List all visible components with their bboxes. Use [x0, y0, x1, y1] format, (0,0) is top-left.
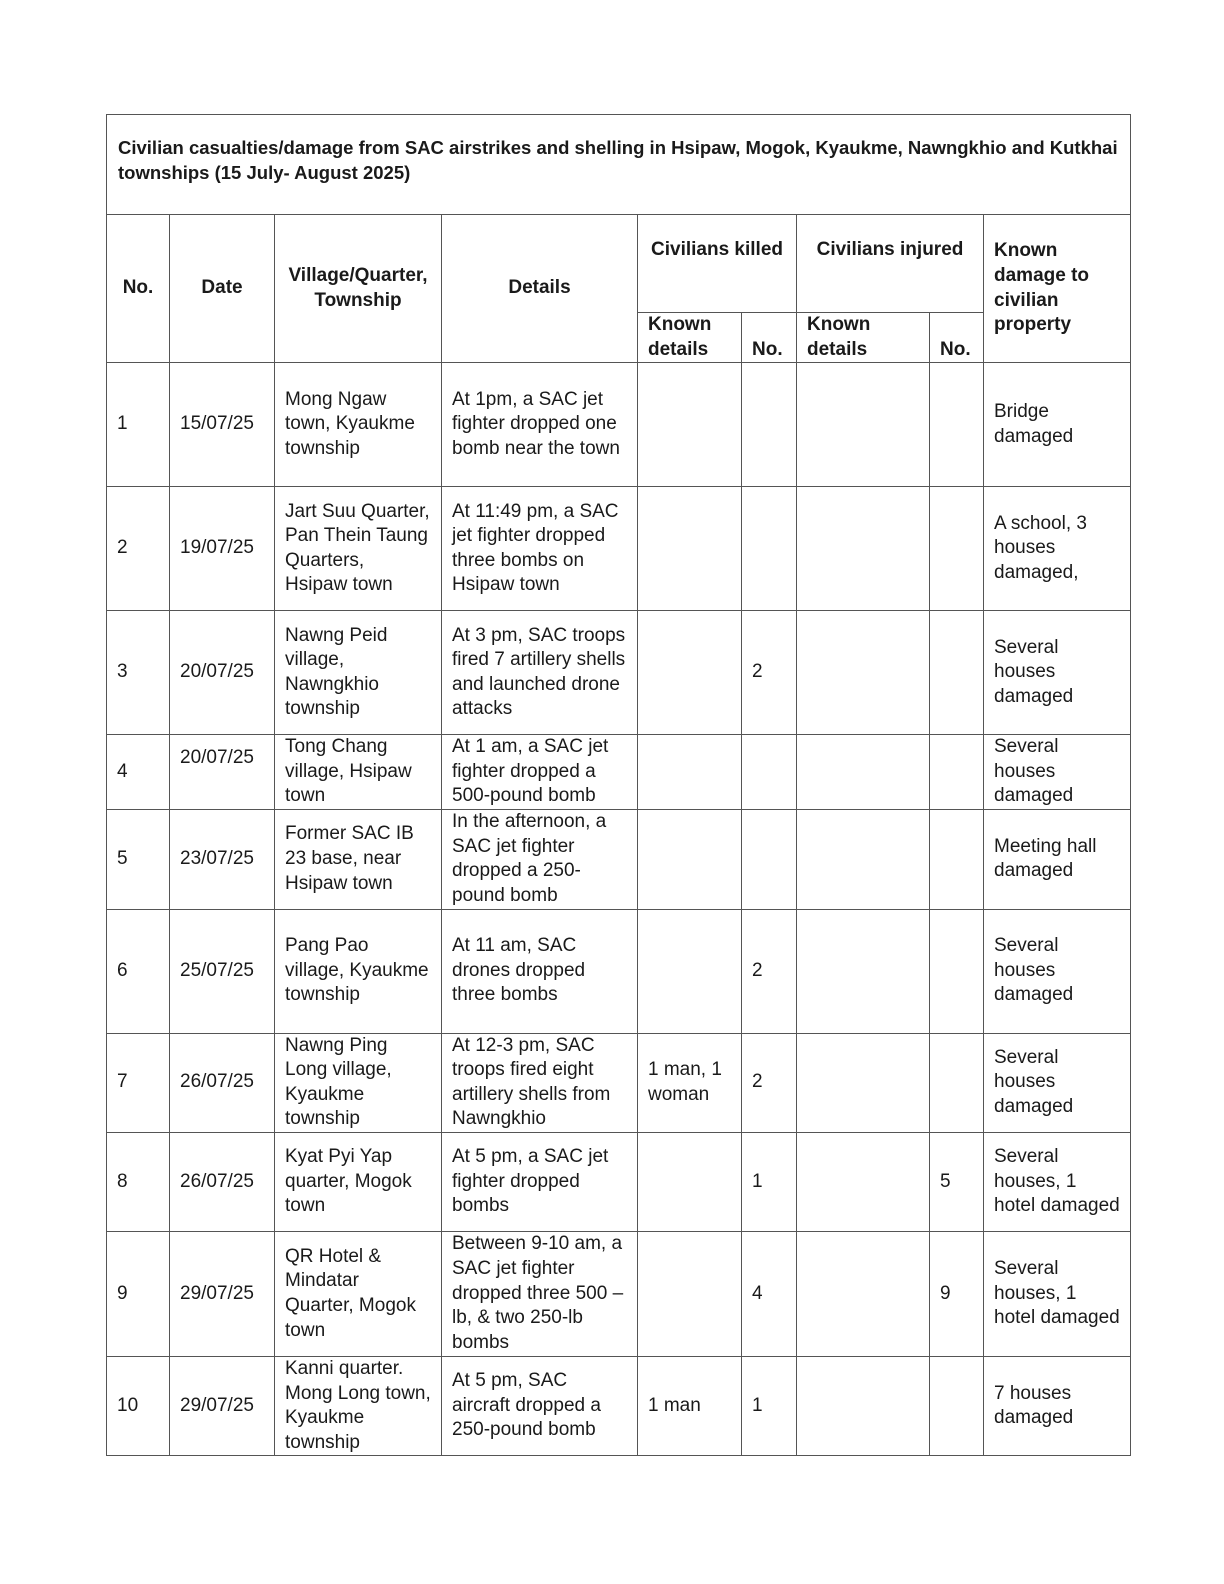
cell-date: 19/07/25	[170, 487, 275, 611]
cell-date: 20/07/25	[170, 735, 275, 810]
cell-injured-no	[930, 909, 984, 1033]
table-title	[107, 115, 1131, 215]
header-civilians-injured: Civilians injured	[797, 215, 984, 313]
cell-damage: Several houses damaged	[984, 909, 1131, 1033]
cell-no: 9	[107, 1231, 170, 1356]
cell-injured-no: 5	[930, 1132, 984, 1231]
cell-killed-details: 1 man, 1 woman	[638, 1033, 742, 1132]
table-row	[107, 909, 1131, 1033]
table-row	[107, 487, 1131, 611]
cell-killed-no	[742, 810, 797, 909]
cell-no: 2	[107, 487, 170, 611]
cell-killed-no	[742, 735, 797, 810]
cell-details: In the afternoon, a SAC jet fighter dropped a 250-pound bomb	[442, 810, 638, 909]
cell-injured-no	[930, 735, 984, 810]
cell-killed-no: 1	[742, 1132, 797, 1231]
header-row	[107, 215, 1131, 313]
cell-village: Jart Suu Quarter, Pan Thein Taung Quarters, Hsipaw town	[275, 487, 442, 611]
cell-killed-no	[742, 363, 797, 487]
cell-village: Pang Pao village, Kyaukme township	[275, 909, 442, 1033]
cell-killed-no: 2	[742, 611, 797, 735]
cell-date: 15/07/25	[170, 363, 275, 487]
cell-no: 6	[107, 909, 170, 1033]
cell-details: At 5 pm, a SAC jet fighter dropped bombs	[442, 1132, 638, 1231]
cell-damage: Several houses damaged	[984, 1033, 1131, 1132]
cell-date: 20/07/25	[170, 611, 275, 735]
cell-killed-details	[638, 363, 742, 487]
header-known-damage: Known damage to civilian property	[984, 215, 1131, 363]
table-row	[107, 735, 1131, 810]
cell-damage: Bridge damaged	[984, 363, 1131, 487]
cell-damage: A school, 3 houses damaged,	[984, 487, 1131, 611]
cell-injured-details	[797, 1231, 930, 1356]
header-civilians-killed: Civilians killed	[638, 215, 797, 313]
table-row	[107, 810, 1131, 909]
cell-killed-details	[638, 909, 742, 1033]
cell-killed-details: 1 man	[638, 1356, 742, 1455]
cell-village: Kanni quarter. Mong Long town, Kyaukme township	[275, 1356, 442, 1455]
cell-no: 1	[107, 363, 170, 487]
title-row	[107, 115, 1131, 215]
cell-no: 3	[107, 611, 170, 735]
header-injured-known-details: Known details	[797, 313, 930, 363]
cell-injured-no	[930, 611, 984, 735]
cell-killed-no	[742, 487, 797, 611]
cell-no: 7	[107, 1033, 170, 1132]
cell-killed-details	[638, 810, 742, 909]
cell-details: At 5 pm, SAC aircraft dropped a 250-pound bomb	[442, 1356, 638, 1455]
table-row	[107, 1132, 1131, 1231]
cell-details: At 11 am, SAC drones dropped three bombs	[442, 909, 638, 1033]
table-row	[107, 363, 1131, 487]
cell-killed-details	[638, 487, 742, 611]
cell-details: At 11:49 pm, a SAC jet fighter dropped three bombs on Hsipaw town	[442, 487, 638, 611]
cell-killed-details	[638, 611, 742, 735]
cell-killed-no: 2	[742, 909, 797, 1033]
cell-no: 4	[107, 735, 170, 810]
cell-details: At 1 am, a SAC jet fighter dropped a 500-pound bomb	[442, 735, 638, 810]
cell-damage: Several houses, 1 hotel damaged	[984, 1132, 1131, 1231]
table-row	[107, 611, 1131, 735]
cell-date: 25/07/25	[170, 909, 275, 1033]
cell-injured-details	[797, 735, 930, 810]
cell-injured-no	[930, 810, 984, 909]
cell-injured-details	[797, 487, 930, 611]
cell-date: 26/07/25	[170, 1132, 275, 1231]
cell-injured-details	[797, 909, 930, 1033]
cell-no: 10	[107, 1356, 170, 1455]
cell-damage: 7 houses damaged	[984, 1356, 1131, 1455]
header-killed-no: No.	[742, 313, 797, 363]
table-row	[107, 1231, 1131, 1356]
casualties-table	[106, 114, 1131, 1456]
cell-damage: Several houses damaged	[984, 611, 1131, 735]
cell-injured-details	[797, 1356, 930, 1455]
header-injured-no: No.	[930, 313, 984, 363]
cell-details: At 3 pm, SAC troops fired 7 artillery shells and launched drone attacks	[442, 611, 638, 735]
cell-date: 23/07/25	[170, 810, 275, 909]
cell-killed-details	[638, 735, 742, 810]
cell-village: Kyat Pyi Yap quarter, Mogok town	[275, 1132, 442, 1231]
cell-no: 5	[107, 810, 170, 909]
cell-injured-no	[930, 1356, 984, 1455]
cell-damage: Several houses, 1 hotel damaged	[984, 1231, 1131, 1356]
cell-details: At 12-3 pm, SAC troops fired eight artillery shells from Nawngkhio	[442, 1033, 638, 1132]
header-no: No.	[107, 215, 170, 363]
cell-village: Tong Chang village, Hsipaw town	[275, 735, 442, 810]
table-title-text: Civilian casualties/damage from SAC airstrikes and shelling in Hsipaw, Mogok, Kyaukme, Nawngkhio and Kutkhai townships (15 July- August 2025)	[118, 136, 1118, 183]
header-village: Village/Quarter, Township	[275, 215, 442, 363]
cell-killed-details	[638, 1231, 742, 1356]
cell-injured-details	[797, 1033, 930, 1132]
cell-damage: Several houses damaged	[984, 735, 1131, 810]
cell-village: Former SAC IB 23 base, near Hsipaw town	[275, 810, 442, 909]
cell-injured-no: 9	[930, 1231, 984, 1356]
cell-injured-no	[930, 487, 984, 611]
cell-killed-no: 4	[742, 1231, 797, 1356]
cell-damage: Meeting hall damaged	[984, 810, 1131, 909]
cell-killed-no: 1	[742, 1356, 797, 1455]
cell-village: Mong Ngaw town, Kyaukme township	[275, 363, 442, 487]
cell-details: At 1pm, a SAC jet fighter dropped one bomb near the town	[442, 363, 638, 487]
cell-date: 29/07/25	[170, 1356, 275, 1455]
table-row	[107, 1356, 1131, 1455]
table-row	[107, 1033, 1131, 1132]
cell-village: Nawng Peid village, Nawngkhio township	[275, 611, 442, 735]
cell-injured-no	[930, 363, 984, 487]
cell-details: Between 9-10 am, a SAC jet fighter dropped three 500 –lb, & two 250-lb bombs	[442, 1231, 638, 1356]
cell-injured-details	[797, 611, 930, 735]
cell-village: QR Hotel & Mindatar Quarter, Mogok town	[275, 1231, 442, 1356]
cell-killed-no: 2	[742, 1033, 797, 1132]
header-details: Details	[442, 215, 638, 363]
cell-date: 29/07/25	[170, 1231, 275, 1356]
cell-injured-details	[797, 810, 930, 909]
header-killed-known-details: Known details	[638, 313, 742, 363]
cell-killed-details	[638, 1132, 742, 1231]
cell-injured-details	[797, 1132, 930, 1231]
cell-injured-no	[930, 1033, 984, 1132]
cell-injured-details	[797, 363, 930, 487]
cell-village: Nawng Ping Long village, Kyaukme township	[275, 1033, 442, 1132]
cell-date: 26/07/25	[170, 1033, 275, 1132]
cell-no: 8	[107, 1132, 170, 1231]
header-date: Date	[170, 215, 275, 363]
